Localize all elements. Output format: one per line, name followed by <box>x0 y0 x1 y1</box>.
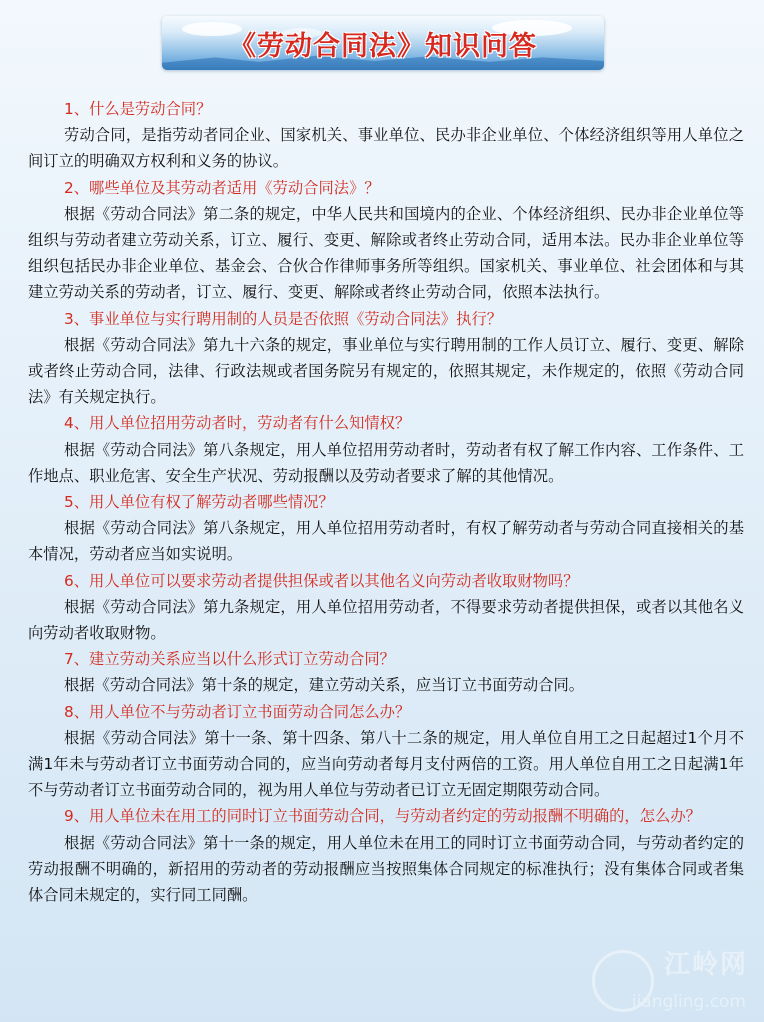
page-title: 《劳动合同法》知识问答 <box>229 30 537 62</box>
question-5: 5、用人单位有权了解劳动者哪些情况？ <box>64 493 334 512</box>
answer-7: 根据《劳动合同法》第十条的规定，建立劳动关系，应当订立书面劳动合同。 <box>64 676 585 695</box>
question-4: 4、用人单位招用劳动者时，劳动者有什么知情权？ <box>64 414 411 433</box>
question-1: 1、什么是劳动合同？ <box>64 100 212 118</box>
question-8: 8、用人单位不与劳动者订立书面劳动合同怎么办？ <box>64 702 411 721</box>
question-3: 3、事业单位与实行聘用制的人员是否依照《劳动合同法》执行？ <box>64 309 503 328</box>
answer-3: 根据《劳动合同法》第九十六条的规定，事业单位与实行聘用制的工作人员订立、履行、变更、解除或者终止劳动合同，法律、行政法规或者国务院另有规定的，依照其规定，未作规定的，依照《劳动合同法》有关规定执行。 <box>28 335 744 407</box>
watermark-logo <box>584 940 754 1020</box>
watermark-url: jiangling.com <box>631 992 746 1012</box>
question-7: 7、建立劳动关系应当以什么形式订立劳动合同？ <box>64 650 395 669</box>
answer-8: 根据《劳动合同法》第十一条、第十四条、第八十二条的规定，用人单位自用工之日起超过1个月不满1年未与劳动者订立书面劳动合同的，应当向劳动者每月支付两倍的工资。用人单位自用工之日起满1年不与劳动者订立书面劳动合同的，视为用人单位与劳动者已订立无固定期限劳动合同。 <box>28 728 744 800</box>
answer-9: 根据《劳动合同法》第十一条的规定，用人单位未在用工的同时订立书面劳动合同，与劳动者约定的劳动报酬不明确的，新招用的劳动者的劳动报酬应当按照集体合同规定的标准执行；没有集体合同或者集体合同未规定的，实行同工同酬。 <box>28 833 744 905</box>
answer-5: 根据《劳动合同法》第八条规定，用人单位招用劳动者时，有权了解劳动者与劳动合同直接相关的基本情况，劳动者应当如实说明。 <box>28 519 744 564</box>
answer-1: 劳动合同，是指劳动者同企业、国家机关、事业单位、民办非企业单位、个体经济组织等用人单位之间订立的明确双方权利和义务的协议。 <box>28 126 744 171</box>
watermark-brand: 江岭网 <box>663 950 748 980</box>
question-9: 9、用人单位未在用工的同时订立书面劳动合同，与劳动者约定的劳动报酬不明确的，怎么办？ <box>64 807 701 826</box>
answer-2: 根据《劳动合同法》第二条的规定，中华人民共和国境内的企业、个体经济组织、民办非企业单位等组织与劳动者建立劳动关系，订立、履行、变更、解除或者终止劳动合同，适用本法。民办非企业单位等组织包括民办非企业单位、基金会、合伙合作律师事务所等组织。国家机关、事业单位、社会团体和与其建立劳动关系的劳动者，订立、履行、变更、解除或者终止劳动合同，依照本法执行。 <box>28 204 744 302</box>
answer-6: 根据《劳动合同法》第九条规定，用人单位招用劳动者，不得要求劳动者提供担保，或者以其他名义向劳动者收取财物。 <box>28 597 744 643</box>
qa-content <box>28 96 744 908</box>
question-2: 2、哪些单位及其劳动者适用《劳动合同法》？ <box>64 178 380 197</box>
title-banner <box>162 16 604 70</box>
answer-4: 根据《劳动合同法》第八条规定，用人单位招用劳动者时，劳动者有权了解工作内容、工作条件、工作地点、职业危害、安全生产状况、劳动报酬以及劳动者要求了解的其他情况。 <box>28 440 744 485</box>
question-6: 6、用人单位可以要求劳动者提供担保或者以其他名义向劳动者收取财物吗？ <box>64 571 579 590</box>
